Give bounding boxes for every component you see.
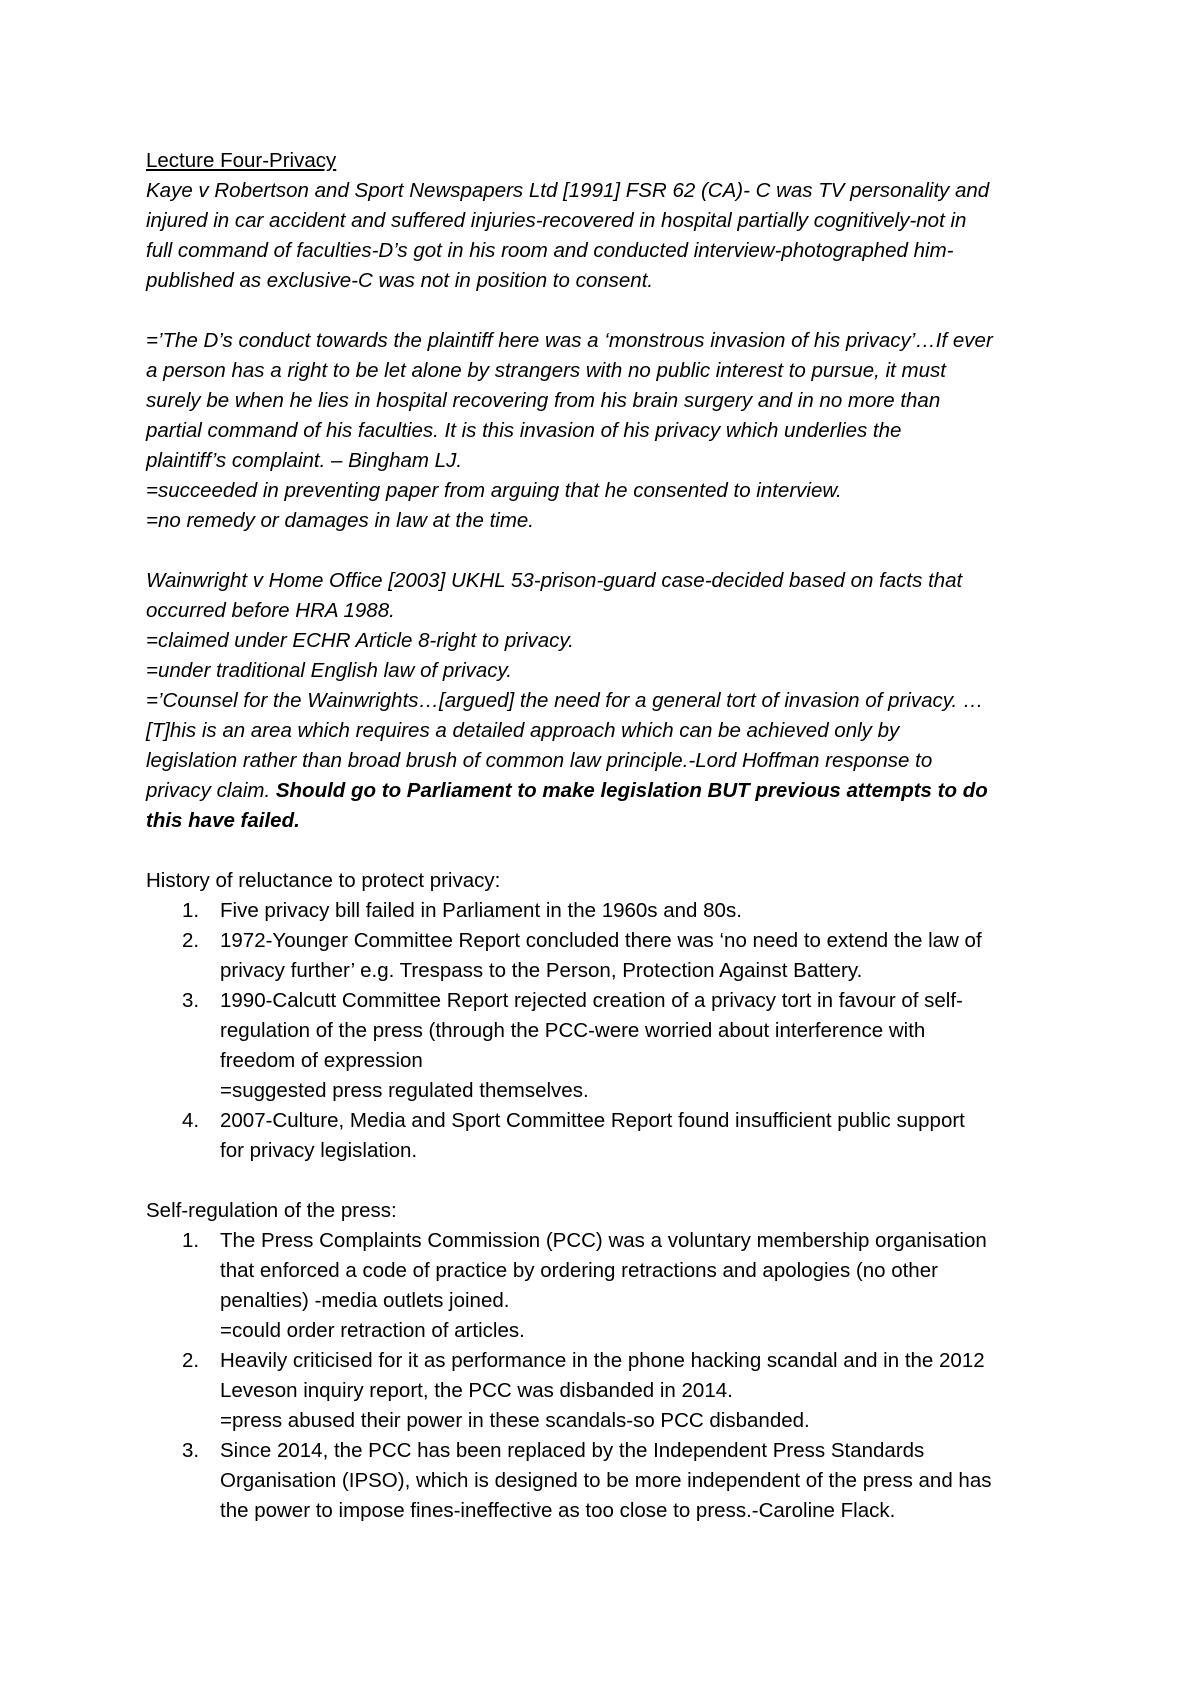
text-line: Kaye v Robertson and Sport Newspapers Ltd [1991] FSR 62 (CA)- C was TV personality and — [146, 179, 990, 202]
list-number: 3. — [182, 1439, 200, 1462]
text-line: The Press Complaints Commission (PCC) was a voluntary membership organisation — [220, 1229, 987, 1252]
list-number: 3. — [182, 989, 200, 1012]
paragraph-spacer — [146, 296, 1076, 326]
text-line: =succeeded in preventing paper from arguing that he consented to interview. — [146, 479, 842, 502]
list-number: 4. — [182, 1109, 200, 1132]
text-line: Organisation (IPSO), which is designed to be more independent of the press and has — [220, 1469, 992, 1492]
list-item — [146, 1226, 1076, 1346]
text-line: =could order retraction of articles. — [220, 1319, 525, 1342]
text-segment: privacy claim. — [146, 779, 276, 802]
text-line: a person has a right to be let alone by strangers with no public interest to pursue, it must — [146, 359, 946, 382]
text-line: Five privacy bill failed in Parliament in the 1960s and 80s. — [220, 899, 742, 922]
paragraph-spacer — [146, 1166, 1076, 1196]
list-number: 1. — [182, 899, 200, 922]
text-line: =’The D’s conduct towards the plaintiff here was a ‘monstrous invasion of his privacy’…If ever — [146, 329, 993, 352]
text-line: =no remedy or damages in law at the time. — [146, 509, 534, 532]
text-line: Wainwright v Home Office [2003] UKHL 53-prison-guard case-decided based on facts that — [146, 569, 963, 592]
text-line: regulation of the press (through the PCC-were worried about interference with — [220, 1019, 926, 1042]
text-line: injured in car accident and suffered injuries-recovered in hospital partially cognitively-not in — [146, 209, 967, 232]
text-line: =under traditional English law of privacy. — [146, 659, 512, 682]
list-item — [146, 1106, 1076, 1166]
text-line: full command of faculties-D’s got in his room and conducted interview-photographed him- — [146, 239, 954, 262]
self-regulation-list — [146, 1226, 1076, 1526]
bold-emphasis: this have failed. — [146, 809, 300, 832]
text-line: plaintiff’s complaint. – Bingham LJ. — [146, 449, 463, 472]
text-line: 2007-Culture, Media and Sport Committee Report found insufficient public support — [220, 1109, 965, 1132]
bold-emphasis: Should go to Parliament to make legislation BUT previous attempts to do — [275, 779, 988, 802]
history-heading: History of reluctance to protect privacy: — [146, 869, 501, 892]
text-line: freedom of expression — [220, 1049, 423, 1072]
list-number: 1. — [182, 1229, 200, 1252]
text-line: published as exclusive-C was not in position to consent. — [146, 269, 654, 292]
document-content — [146, 146, 1076, 1526]
text-line: Heavily criticised for it as performance in the phone hacking scandal and in the 2012 — [220, 1349, 985, 1372]
text-line: 1990-Calcutt Committee Report rejected creation of a privacy tort in favour of self- — [220, 989, 963, 1012]
bingham-quote-paragraph — [146, 326, 1076, 536]
history-list — [146, 896, 1076, 1166]
text-line: legislation rather than broad brush of common law principle.-Lord Hoffman response to — [146, 749, 933, 772]
text-line: =claimed under ECHR Article 8-right to privacy. — [146, 629, 574, 652]
text-line — [146, 776, 1076, 806]
text-line: occurred before HRA 1988. — [146, 599, 395, 622]
text-line: =’Counsel for the Wainwrights…[argued] the need for a general tort of invasion of privacy. … — [146, 689, 984, 712]
paragraph-spacer — [146, 536, 1076, 566]
text-line: privacy further’ e.g. Trespass to the Person, Protection Against Battery. — [220, 959, 863, 982]
list-item — [146, 1436, 1076, 1526]
paragraph-spacer — [146, 836, 1076, 866]
case-kaye-paragraph — [146, 176, 1076, 296]
text-line: Since 2014, the PCC has been replaced by the Independent Press Standards — [220, 1439, 925, 1462]
text-line: =suggested press regulated themselves. — [220, 1079, 589, 1102]
text-line: surely be when he lies in hospital recovering from his brain surgery and in no more than — [146, 389, 941, 412]
text-line: penalties) -media outlets joined. — [220, 1289, 510, 1312]
text-line: [T]his is an area which requires a detailed approach which can be achieved only by — [146, 719, 900, 742]
text-line: the power to impose fines-ineffective as too close to press.-Caroline Flack. — [220, 1499, 896, 1522]
page-title: Lecture Four-Privacy — [146, 149, 337, 172]
text-line: 1972-Younger Committee Report concluded there was ‘no need to extend the law of — [220, 929, 982, 952]
list-number: 2. — [182, 929, 200, 952]
text-line: that enforced a code of practice by ordering retractions and apologies (no other — [220, 1259, 938, 1282]
self-regulation-heading: Self-regulation of the press: — [146, 1199, 397, 1222]
list-item — [146, 896, 1076, 926]
list-item — [146, 986, 1076, 1106]
list-item — [146, 1346, 1076, 1436]
text-line: partial command of his faculties. It is this invasion of his privacy which underlies the — [146, 419, 902, 442]
text-line: =press abused their power in these scandals-so PCC disbanded. — [220, 1409, 810, 1432]
list-item — [146, 926, 1076, 986]
list-number: 2. — [182, 1349, 200, 1372]
text-line: Leveson inquiry report, the PCC was disbanded in 2014. — [220, 1379, 733, 1402]
case-wainwright-paragraph — [146, 566, 1076, 836]
text-line: for privacy legislation. — [220, 1139, 418, 1162]
